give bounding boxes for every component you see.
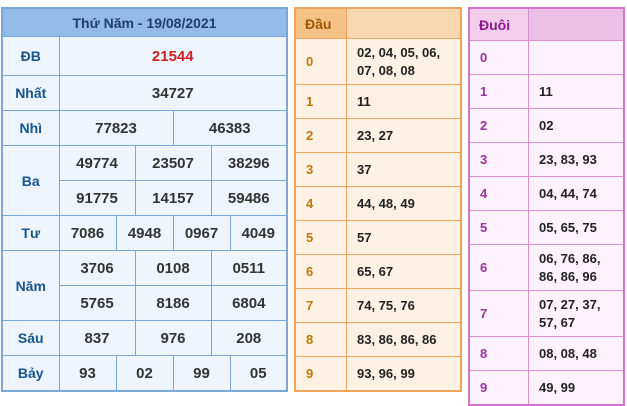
draw-date-title: Thứ Năm - 19/08/2021 [2, 8, 287, 37]
prize-row [2, 76, 287, 111]
duoi-header-spacer [529, 8, 625, 41]
duoi-row [469, 371, 624, 406]
prize-value: 05 [230, 356, 287, 392]
duoi-row [469, 291, 624, 337]
duoi-row [469, 41, 624, 75]
dau-row [295, 187, 461, 221]
duoi-digit: 2 [469, 109, 529, 143]
prize-value: 91775 [59, 181, 135, 216]
duoi-digit: 8 [469, 337, 529, 371]
duoi-numbers: 05, 65, 75 [529, 211, 625, 245]
dau-digit: 6 [295, 255, 347, 289]
dau-heads-table [294, 7, 462, 392]
prize-value: 6804 [211, 286, 287, 321]
dau-digit: 3 [295, 153, 347, 187]
duoi-row [469, 75, 624, 109]
duoi-row [469, 337, 624, 371]
dau-numbers: 57 [347, 221, 462, 255]
prize-row [2, 251, 287, 286]
prize-value: 59486 [211, 181, 287, 216]
dau-digit: 7 [295, 289, 347, 323]
results-header-row [2, 8, 287, 37]
prize-value: 93 [59, 356, 116, 392]
duoi-numbers: 49, 99 [529, 371, 625, 406]
duoi-digit: 5 [469, 211, 529, 245]
dau-row [295, 39, 461, 85]
prize-value: 208 [211, 321, 287, 356]
dau-numbers: 74, 75, 76 [347, 289, 462, 323]
prize-value: 46383 [173, 111, 287, 146]
dau-numbers: 83, 86, 86, 86 [347, 323, 462, 357]
dau-row [295, 289, 461, 323]
duoi-numbers: 23, 83, 93 [529, 143, 625, 177]
duoi-digit: 3 [469, 143, 529, 177]
prize-label: Tư [2, 216, 59, 251]
dau-numbers: 37 [347, 153, 462, 187]
prize-label: Năm [2, 251, 59, 321]
dau-header-row [295, 8, 461, 39]
prize-value: 976 [135, 321, 211, 356]
dau-row [295, 153, 461, 187]
prize-row [2, 146, 287, 181]
prize-row [2, 321, 287, 356]
prize-value: 837 [59, 321, 135, 356]
prize-label: Nhất [2, 76, 59, 111]
duoi-numbers: 06, 76, 86, 86, 86, 96 [529, 245, 625, 291]
dau-digit: 5 [295, 221, 347, 255]
prize-value: 7086 [59, 216, 116, 251]
dau-title: Đầu [295, 8, 347, 39]
duoi-header-row [469, 8, 624, 41]
dau-digit: 1 [295, 85, 347, 119]
duoi-numbers: 08, 08, 48 [529, 337, 625, 371]
prize-value: 23507 [135, 146, 211, 181]
prize-value: 4948 [116, 216, 173, 251]
prize-value: 34727 [59, 76, 287, 111]
prize-value: 5765 [59, 286, 135, 321]
dau-numbers: 23, 27 [347, 119, 462, 153]
duoi-tails-table [468, 7, 625, 406]
duoi-title: Đuôi [469, 8, 529, 41]
dau-row [295, 357, 461, 392]
duoi-row [469, 211, 624, 245]
prize-value: 8186 [135, 286, 211, 321]
dau-row [295, 255, 461, 289]
duoi-digit: 4 [469, 177, 529, 211]
prize-row [2, 37, 287, 76]
prize-value: 3706 [59, 251, 135, 286]
prize-label: Nhì [2, 111, 59, 146]
dau-numbers: 02, 04, 05, 06, 07, 08, 08 [347, 39, 462, 85]
dau-digit: 8 [295, 323, 347, 357]
dau-numbers: 44, 48, 49 [347, 187, 462, 221]
dau-numbers: 93, 96, 99 [347, 357, 462, 392]
prize-label: Bảy [2, 356, 59, 392]
dau-digit: 4 [295, 187, 347, 221]
prize-value: 0967 [173, 216, 230, 251]
duoi-row [469, 177, 624, 211]
prize-row [2, 216, 287, 251]
duoi-row [469, 109, 624, 143]
dau-header-spacer [347, 8, 462, 39]
duoi-digit: 6 [469, 245, 529, 291]
prize-value: 0511 [211, 251, 287, 286]
dau-row [295, 119, 461, 153]
prize-value: 77823 [59, 111, 173, 146]
prize-label: ĐB [2, 37, 59, 76]
dau-numbers: 65, 67 [347, 255, 462, 289]
duoi-digit: 7 [469, 291, 529, 337]
duoi-digit: 0 [469, 41, 529, 75]
duoi-numbers [529, 41, 625, 75]
duoi-numbers: 02 [529, 109, 625, 143]
duoi-numbers: 07, 27, 37, 57, 67 [529, 291, 625, 337]
dau-numbers: 11 [347, 85, 462, 119]
duoi-digit: 1 [469, 75, 529, 109]
prize-value: 4049 [230, 216, 287, 251]
duoi-numbers: 11 [529, 75, 625, 109]
prize-value: 0108 [135, 251, 211, 286]
prize-label: Ba [2, 146, 59, 216]
duoi-row [469, 143, 624, 177]
special-prize-value: 21544 [59, 37, 287, 76]
dau-digit: 9 [295, 357, 347, 392]
prize-value: 14157 [135, 181, 211, 216]
duoi-numbers: 04, 44, 74 [529, 177, 625, 211]
duoi-row [469, 245, 624, 291]
prize-label: Sáu [2, 321, 59, 356]
prize-row [2, 111, 287, 146]
prize-value: 99 [173, 356, 230, 392]
dau-digit: 0 [295, 39, 347, 85]
prize-value: 02 [116, 356, 173, 392]
prize-value: 38296 [211, 146, 287, 181]
dau-row [295, 323, 461, 357]
duoi-digit: 9 [469, 371, 529, 406]
prize-row [2, 356, 287, 392]
lottery-results-table [1, 7, 288, 392]
prize-value: 49774 [59, 146, 135, 181]
dau-digit: 2 [295, 119, 347, 153]
dau-row [295, 221, 461, 255]
dau-row [295, 85, 461, 119]
